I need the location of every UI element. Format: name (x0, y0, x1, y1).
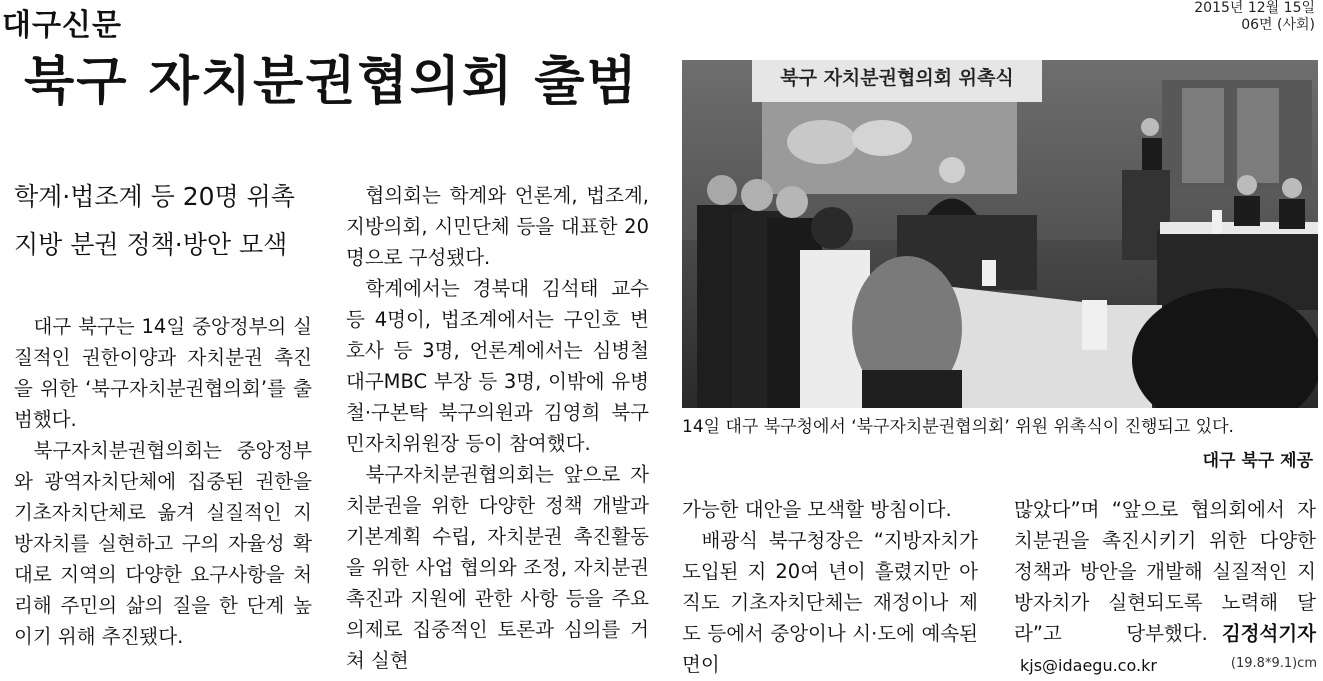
paragraph: 가능한 대안을 모색할 방침이다. (682, 498, 952, 521)
article-column-4 (1014, 494, 1316, 681)
photo-illustration (682, 60, 1318, 408)
publication-meta (1194, 0, 1315, 34)
paragraph (1014, 494, 1316, 681)
paragraph: 북구자치분권협의회는 중앙정부와 광역자치단체에 집중된 권한을 기초자치단체로 옮겨 실질적인 지방자치를 실현하고 구의 자율성 확대로 지역의 다양한 요구사항을 처리해 주민의 삶의 질을 한 단계 높이기 위해 추진됐다. (14, 439, 312, 648)
publication-date: 2015년 12월 15일 (1194, 0, 1315, 16)
photo-caption: 14일 대구 북구청에서 ‘북구자치분권협의회’ 위원 위촉식이 진행되고 있다. (682, 417, 1234, 437)
headline: 북구 자치분권협의회 출범 (24, 52, 639, 112)
reporter-email: kjs@idaegu.co.kr (1020, 656, 1157, 675)
masthead: 대구신문 (2, 8, 122, 43)
banner-text: 북구 자치분권협의회 위촉식 (780, 67, 1014, 89)
article-column-1 (14, 311, 312, 652)
page-section: 06면 (사회) (1241, 17, 1315, 33)
paragraph: 대구 북구는 14일 중앙정부의 실질적인 권한이양과 자치분권 촉진을 위한 ‘북구자치분권협의회’를 출범했다. (14, 315, 312, 431)
subhead-2: 지방 분권 정책·방안 모색 (14, 230, 288, 259)
paragraph: 학계에서는 경북대 김석태 교수 등 4명이, 법조계에서는 구인호 변호사 등 3명, 언론계에서는 심병철 대구MBC 부장 등 3명, 이밖에 유병철·구본탁 북구의원과 김영희 북구민자치위원장 등이 참여했다. (346, 277, 649, 455)
paragraph-text: 많았다”며 “앞으로 협의회에서 자치분권을 촉진시키기 위한 다양한 정책과 방안을 개발해 실질적인 지방자치가 실현되도록 노력해 달라”고 당부했다. (1014, 498, 1316, 645)
event-photo (682, 60, 1318, 408)
article-column-3 (682, 494, 978, 680)
photo-credit: 대구 북구 제공 (1202, 451, 1313, 471)
subhead-1: 학계·법조계 등 20명 위촉 (14, 182, 295, 211)
paragraph: 북구자치분권협의회는 앞으로 자치분권을 위한 다양한 정책 개발과 기본계획 수립, 자치분권 촉진활동을 위한 사업 협의와 조정, 자치분권 촉진과 지원에 관한 사항 등을 주요 의제로 집중적인 토론과 심의를 거쳐 실현 (346, 463, 649, 672)
paragraph: 배광식 북구청장은 “지방자치가 도입된 지 20여 년이 흘렸지만 아직도 기초자치단체는 재정이나 제도 등에서 중앙이나 시·도에 예속된 면이 (682, 529, 978, 676)
reporter-name: 김정석기자 (1221, 622, 1316, 645)
article-column-2 (346, 180, 649, 676)
clipping-size: (19.8*9.1)cm (1230, 656, 1317, 671)
paragraph: 협의회는 학계와 언론계, 법조계, 지방의회, 시민단체 등을 대표한 20명으로 구성됐다. (346, 184, 649, 269)
